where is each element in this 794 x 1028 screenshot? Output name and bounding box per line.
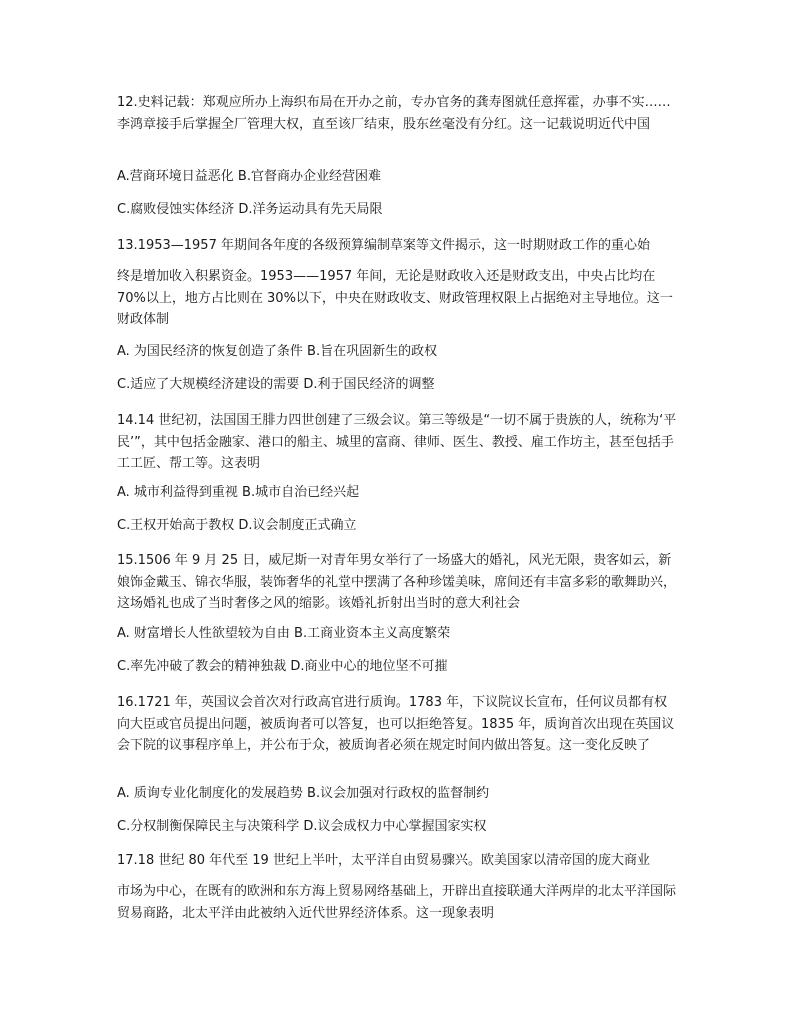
question-16 — [117, 692, 677, 757]
question-13-options-cd: C.适应了大规模经济建设的需要 D.利于国民经济的调整 — [117, 377, 435, 392]
question-14 — [117, 410, 677, 475]
question-13-cont — [117, 266, 677, 331]
question-16-options-ab: A. 质询专业化制度化的发展趋势 B.议会加强对行政权的监督制约 — [117, 786, 490, 801]
question-15 — [117, 550, 677, 615]
question-17-stem: 17.18 世纪 80 年代至 19 世纪上半叶，太平洋自由贸易骤兴。欧美国家以清帝国的庞大商业 — [117, 853, 650, 868]
question-15-options-ab: A. 财富增长人性欲望较为自由 B.工商业资本主义高度繁荣 — [117, 626, 451, 641]
question-16-stem: 16.1721 年，英国议会首次对行政高官进行质询。1783 年，下议院议长宣布，任何议员都有权向大臣或官员提出问题，被质询者可以答复，也可以拒绝答复。1835 年，质询首次出现在英国议会下院的议事程序单上，并公布于众，被质询者必须在规定时间内做出答复。这一变化反映了 — [117, 695, 675, 753]
question-12 — [117, 92, 677, 135]
question-16-options-cd: C.分权制衡保障民主与决策科学 D.议会成权力中心掌握国家实权 — [117, 819, 487, 834]
question-15-stem: 15.1506 年 9 月 25 日，威尼斯一对青年男女举行了一场盛大的婚礼，风光无限，贵客如云，新娘饰金戴玉、锦衣华服，装饰奢华的礼堂中摆满了各种珍馐美味，席间还有丰富多彩的歌舞助兴，这场婚礼也成了当时奢侈之风的缩影。该婚礼折射出当时的意大利社会 — [117, 553, 677, 611]
question-13-stem-continued: 终是增加收入积累资金。1953——1957 年间，无论是财政收入还是财政支出，中央占比均在 70%以上，地方占比则在 30%以下，中央在财政收支、财政管理权限上占据绝对主导地位。这一财政体制 — [117, 269, 673, 327]
question-17 — [117, 850, 677, 872]
question-13-stem: 13.1953—1957 年期间各年度的各级预算编制草案等文件揭示，这一时期财政工作的重心始 — [117, 238, 650, 253]
question-13-options-ab: A. 为国民经济的恢复创造了条件 B.旨在巩固新生的政权 — [117, 344, 438, 359]
question-12-stem: 12.史料记载：郑观应所办上海织布局在开办之前，专办官务的龚寿图就任意挥霍，办事不实……李鸿章接手后掌握全厂管理大权，直至该厂结束，股东丝毫没有分红。这一记载说明近代中国 — [117, 95, 671, 132]
question-17-stem-continued: 市场为中心，在既有的欧洲和东方海上贸易网络基础上，开辟出直接联通大洋两岸的北太平洋国际贸易商路，北太平洋由此被纳入近代世界经济体系。这一现象表明 — [117, 884, 677, 921]
question-12-options-cd: C.腐败侵蚀实体经济 D.洋务运动具有先天局限 — [117, 202, 383, 217]
question-17-cont — [117, 881, 677, 924]
question-15-options-cd: C.率先冲破了教会的精神独裁 D.商业中心的地位坚不可摧 — [117, 659, 448, 674]
question-14-options-ab: A. 城市利益得到重视 B.城市自治已经兴起 — [117, 485, 360, 500]
question-14-stem: 14.14 世纪初，法国国王腓力四世创建了三级会议。第三等级是“一切不属于贵族的人，统称为‘平民’”，其中包括金融家、港口的船主、城里的富商、律师、医生、教授、雇工作坊主，甚至包括手工工匠、帮工等。这表明 — [117, 413, 677, 471]
question-12-options-ab: A.营商环境日益恶化 B.官督商办企业经营困难 — [117, 169, 381, 184]
question-14-options-cd: C.王权开始高于教权 D.议会制度正式确立 — [117, 518, 357, 533]
question-13 — [117, 235, 677, 257]
